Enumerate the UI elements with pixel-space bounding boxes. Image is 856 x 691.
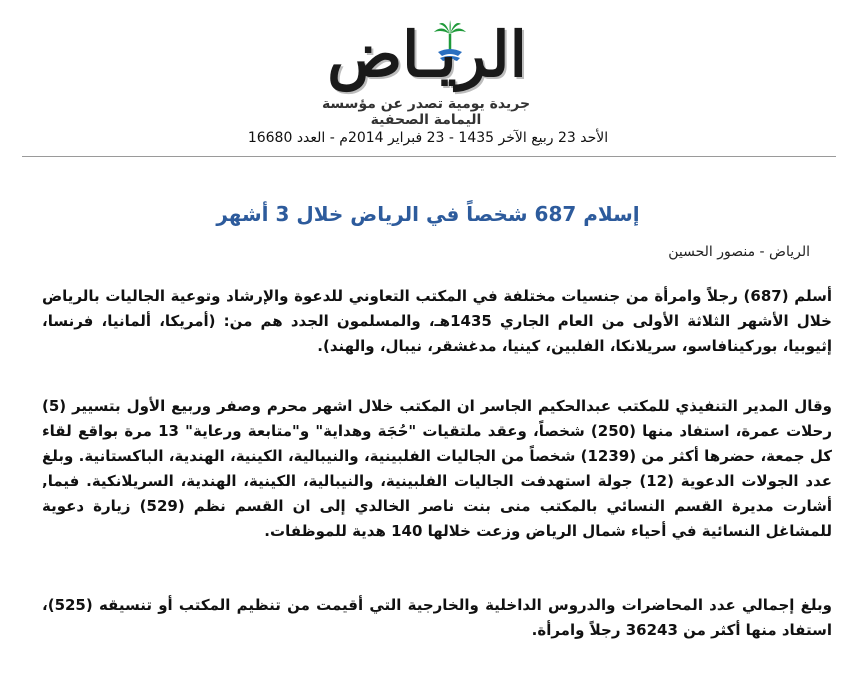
masthead-tagline: جريدة يومية تصدر عن مؤسسة اليمامة الصحفية xyxy=(321,96,531,128)
header-divider xyxy=(22,156,836,157)
article-byline: الرياض - منصور الحسين xyxy=(668,244,810,260)
article-paragraph-1: أسلم (687) رجلاً وامرأة من جنسيات مختلفة في المكتب التعاوني للدعوة والإرشاد وتوعية الجاليات بالرياض خلال الأشهر الثلاثة الأولى من العام الجاري 1435هـ، والمسلمون الجدد هم من: (أمريكا، ألمانيا، فرنسا، إثيوبيا، بوركينافاسو، سريلانكا، الفلبين، كينيا، مدغشقر، نيبال، والهند). xyxy=(42,287,833,355)
article-paragraph-2: وقال المدير التنفيذي للمكتب عبدالحكيم الجاسر ان المكتب خلال اشهر محرم وصفر وربيع الأول بتسيير (5) رحلات عمرة، استفاد منها (250) شخصاً، وعقد ملتقيات "حُجَة وهداية" و"متابعة ورعاية" 13 مرة بواقع لقاء كل جمعة، حضرها أكثر من (1239) شخصاً من الجاليات الفلبينية، والنيبالية، الكينية، الهندية، الباكستانية. وبلغ عدد الجولات الدعوية (12) جولة استهدفت الجاليات الفلبينية، والنيبالية، الكينية، الهندية، السريلانكية. فيما, أشارت مديرة القسم النسائي بالمكتب منى بنت ناصر الخالدي إلى ان القسم نظم (529) زيارة دعوية للمشاغل النسائية في أحياء شمال الرياض وزعت خلالها 140 هدية للموظفات. xyxy=(42,397,833,540)
logo-text: الريـاض xyxy=(327,18,527,91)
newspaper-logo[interactable] xyxy=(312,16,542,91)
masthead xyxy=(290,8,560,128)
article-headline: إسلام 687 شخصاً في الرياض خلال 3 أشهر xyxy=(216,202,640,226)
article-paragraph-3: وبلغ إجمالي عدد المحاضرات والدروس الداخلية والخارجية التي أقيمت من تنظيم المكتب أو تنسيقه (525)، استفاد منها أكثر من 36243 رجلاً وامرأة. xyxy=(42,596,832,639)
issue-dateline: الأحد 23 ربيع الآخر 1435 - 23 فبراير 2014م - العدد 16680 xyxy=(247,130,609,146)
